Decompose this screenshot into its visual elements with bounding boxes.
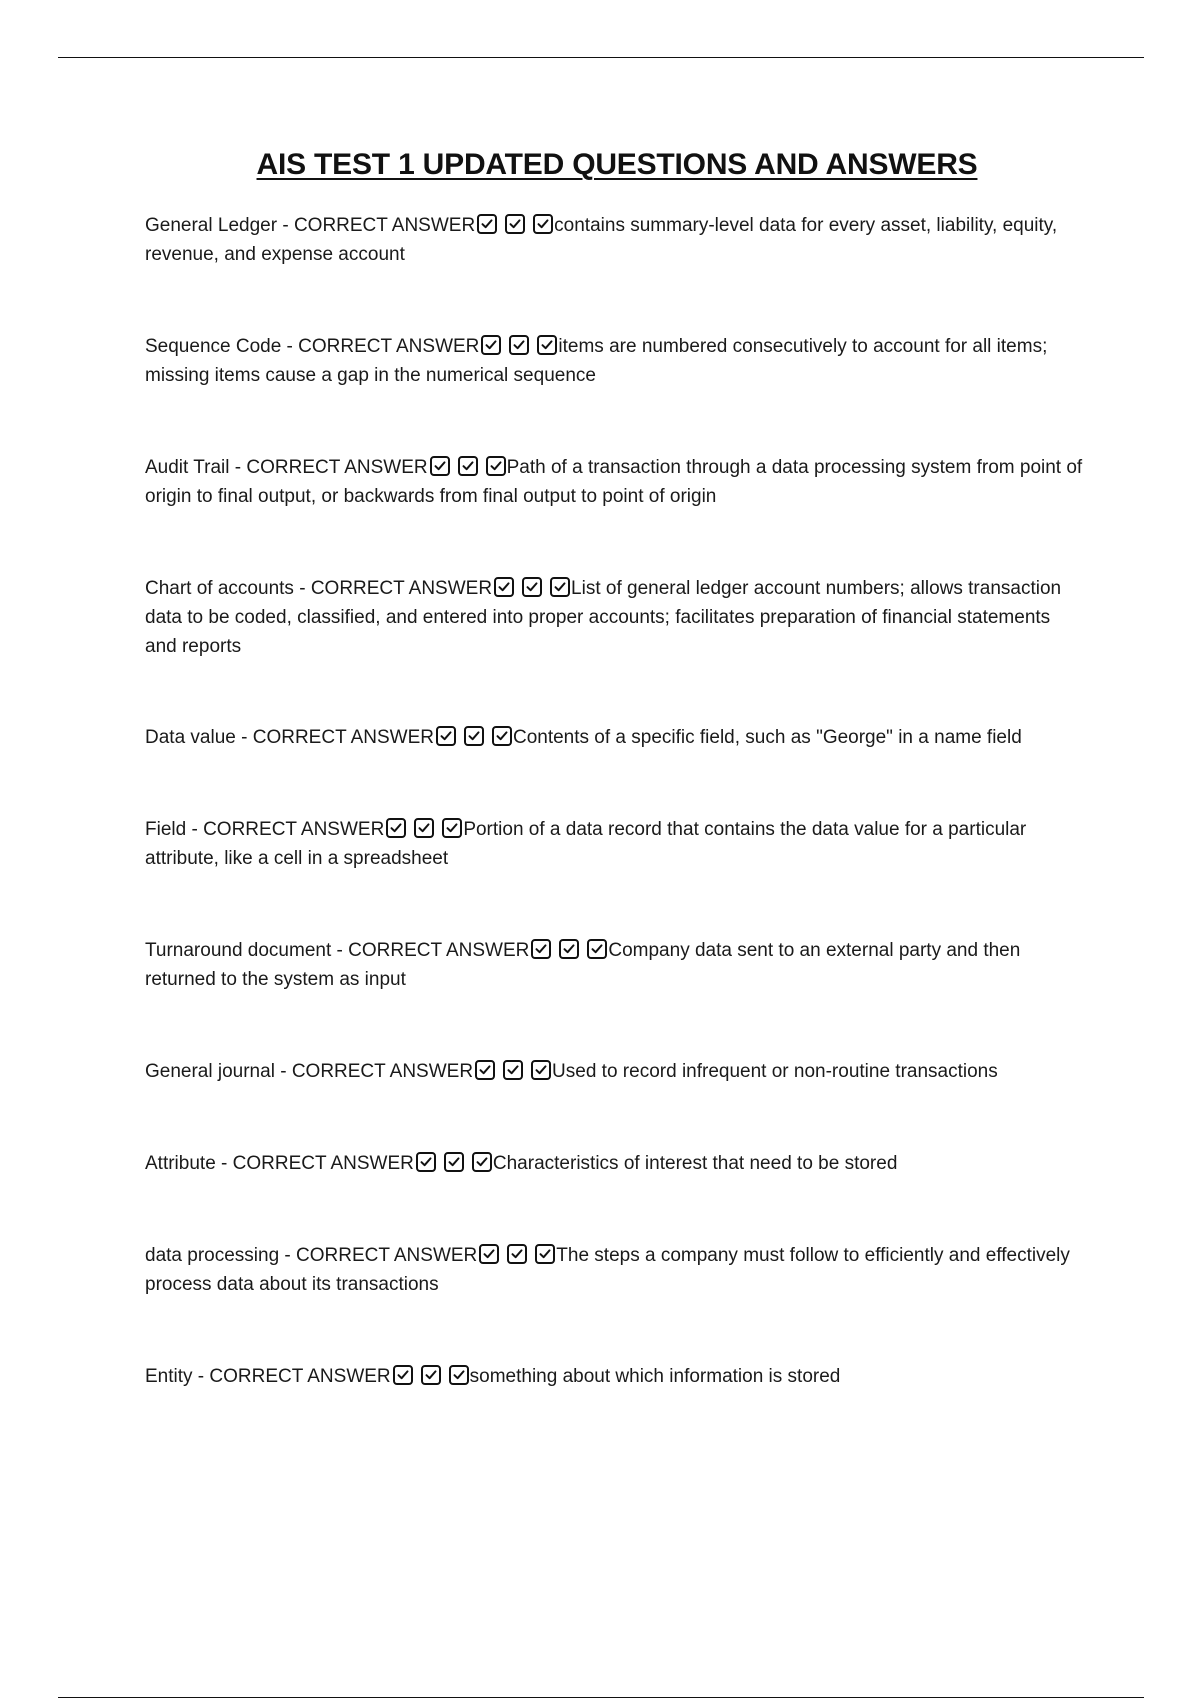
bottom-rule <box>58 1697 1144 1698</box>
definition-text: Contents of a specific field, such as "George" in a name field <box>512 727 1022 748</box>
checked-box-icon <box>475 1060 495 1080</box>
definition-text: Path of a transaction through a data processing system from point of origin to final output, or backwards from final output to point of origin <box>145 457 1083 507</box>
definition-text: List of general ledger account numbers; allows transaction data to be coded, classified, and entered into proper accounts; facilitates preparation of financial statements and reports <box>145 578 1062 657</box>
qa-item <box>145 1149 1085 1178</box>
definition-text: something about which information is stored <box>469 1366 841 1387</box>
correct-answer-label: CORRECT ANSWER <box>348 940 530 961</box>
separator: - <box>293 578 311 599</box>
term-label: Attribute <box>145 1153 216 1174</box>
checked-box-icon <box>449 1365 469 1385</box>
checked-box-icon <box>479 1244 499 1264</box>
term-label: General journal <box>145 1061 275 1082</box>
checked-box-icon <box>587 939 607 959</box>
checked-box-icon <box>436 726 456 746</box>
checked-box-icon <box>507 1244 527 1264</box>
term-label: Field <box>145 819 187 840</box>
term-label: Entity <box>145 1366 193 1387</box>
checked-box-icon <box>414 818 434 838</box>
checked-box-icon <box>421 1365 441 1385</box>
checked-box-icon <box>442 818 462 838</box>
checked-box-icon <box>494 577 514 597</box>
term-label: General Ledger <box>145 215 278 236</box>
separator: - <box>192 1366 210 1387</box>
checked-box-icon <box>522 577 542 597</box>
separator: - <box>229 457 247 478</box>
checked-box-icon <box>416 1152 436 1172</box>
definition-text: Company data sent to an external party and then returned to the system as input <box>145 940 1021 990</box>
checked-box-icon <box>503 1060 523 1080</box>
term-label: Audit Trail <box>145 457 230 478</box>
top-rule <box>58 57 1144 58</box>
term-label: Data value <box>145 727 236 748</box>
checked-box-icon <box>477 214 497 234</box>
checked-box-icon <box>492 726 512 746</box>
qa-item <box>145 453 1085 511</box>
checked-box-icon <box>486 456 506 476</box>
checked-box-icon <box>531 1060 551 1080</box>
correct-answer-label: CORRECT ANSWER <box>252 727 434 748</box>
correct-answer-label: CORRECT ANSWER <box>203 819 385 840</box>
qa-item <box>145 332 1085 390</box>
correct-answer-label: CORRECT ANSWER <box>209 1366 391 1387</box>
term-label: data processing <box>145 1245 280 1266</box>
separator: - <box>277 215 294 236</box>
correct-answer-label: CORRECT ANSWER <box>296 1245 478 1266</box>
separator: - <box>215 1153 233 1174</box>
correct-answer-label: CORRECT ANSWER <box>293 215 476 236</box>
separator: - <box>274 1061 292 1082</box>
checked-box-icon <box>386 818 406 838</box>
checked-box-icon <box>559 939 579 959</box>
separator: - <box>186 819 204 840</box>
qa-item <box>145 1241 1085 1299</box>
qa-list <box>145 211 1085 1454</box>
term-label: Turnaround document <box>145 940 332 961</box>
checked-box-icon <box>481 335 501 355</box>
checked-box-icon <box>505 214 525 234</box>
qa-item <box>145 936 1085 994</box>
term-label: Sequence Code <box>145 336 282 357</box>
checked-box-icon <box>550 577 570 597</box>
correct-answer-label: CORRECT ANSWER <box>291 1061 474 1082</box>
qa-item <box>145 815 1085 873</box>
separator: - <box>235 727 253 748</box>
checked-box-icon <box>464 726 484 746</box>
separator: - <box>279 1245 297 1266</box>
definition-text: Portion of a data record that contains the data value for a particular attribute, like a cell in a spreadsheet <box>145 819 1027 869</box>
page-title: AIS TEST 1 UPDATED QUESTIONS AND ANSWERS <box>256 148 978 181</box>
checked-box-icon <box>444 1152 464 1172</box>
checked-box-icon <box>533 214 553 234</box>
definition-text: Used to record infrequent or non-routine transactions <box>552 1061 998 1082</box>
definition-text: The steps a company must follow to efficiently and effectively process data about its transactions <box>145 1245 1070 1295</box>
qa-item <box>145 1057 1085 1086</box>
checked-box-icon <box>393 1365 413 1385</box>
separator: - <box>281 336 299 357</box>
correct-answer-label: CORRECT ANSWER <box>310 578 493 599</box>
correct-answer-label: CORRECT ANSWER <box>232 1153 414 1174</box>
checked-box-icon <box>531 939 551 959</box>
checked-box-icon <box>458 456 478 476</box>
checked-box-icon <box>509 335 529 355</box>
definition-text: items are numbered consecutively to account for all items; missing items cause a gap in the numerical sequence <box>145 336 1048 386</box>
checked-box-icon <box>472 1152 492 1172</box>
checked-box-icon <box>430 456 450 476</box>
qa-item <box>145 723 1085 752</box>
correct-answer-label: CORRECT ANSWER <box>246 457 428 478</box>
correct-answer-label: CORRECT ANSWER <box>298 336 480 357</box>
checked-box-icon <box>537 335 557 355</box>
qa-item <box>145 211 1085 269</box>
qa-item <box>145 1362 1085 1391</box>
separator: - <box>331 940 349 961</box>
qa-item <box>145 574 1085 661</box>
definition-text: Characteristics of interest that need to be stored <box>492 1153 898 1174</box>
definition-text: contains summary-level data for every asset, liability, equity, revenue, and expense account <box>145 215 1058 265</box>
term-label: Chart of accounts <box>145 578 294 599</box>
checked-box-icon <box>535 1244 555 1264</box>
